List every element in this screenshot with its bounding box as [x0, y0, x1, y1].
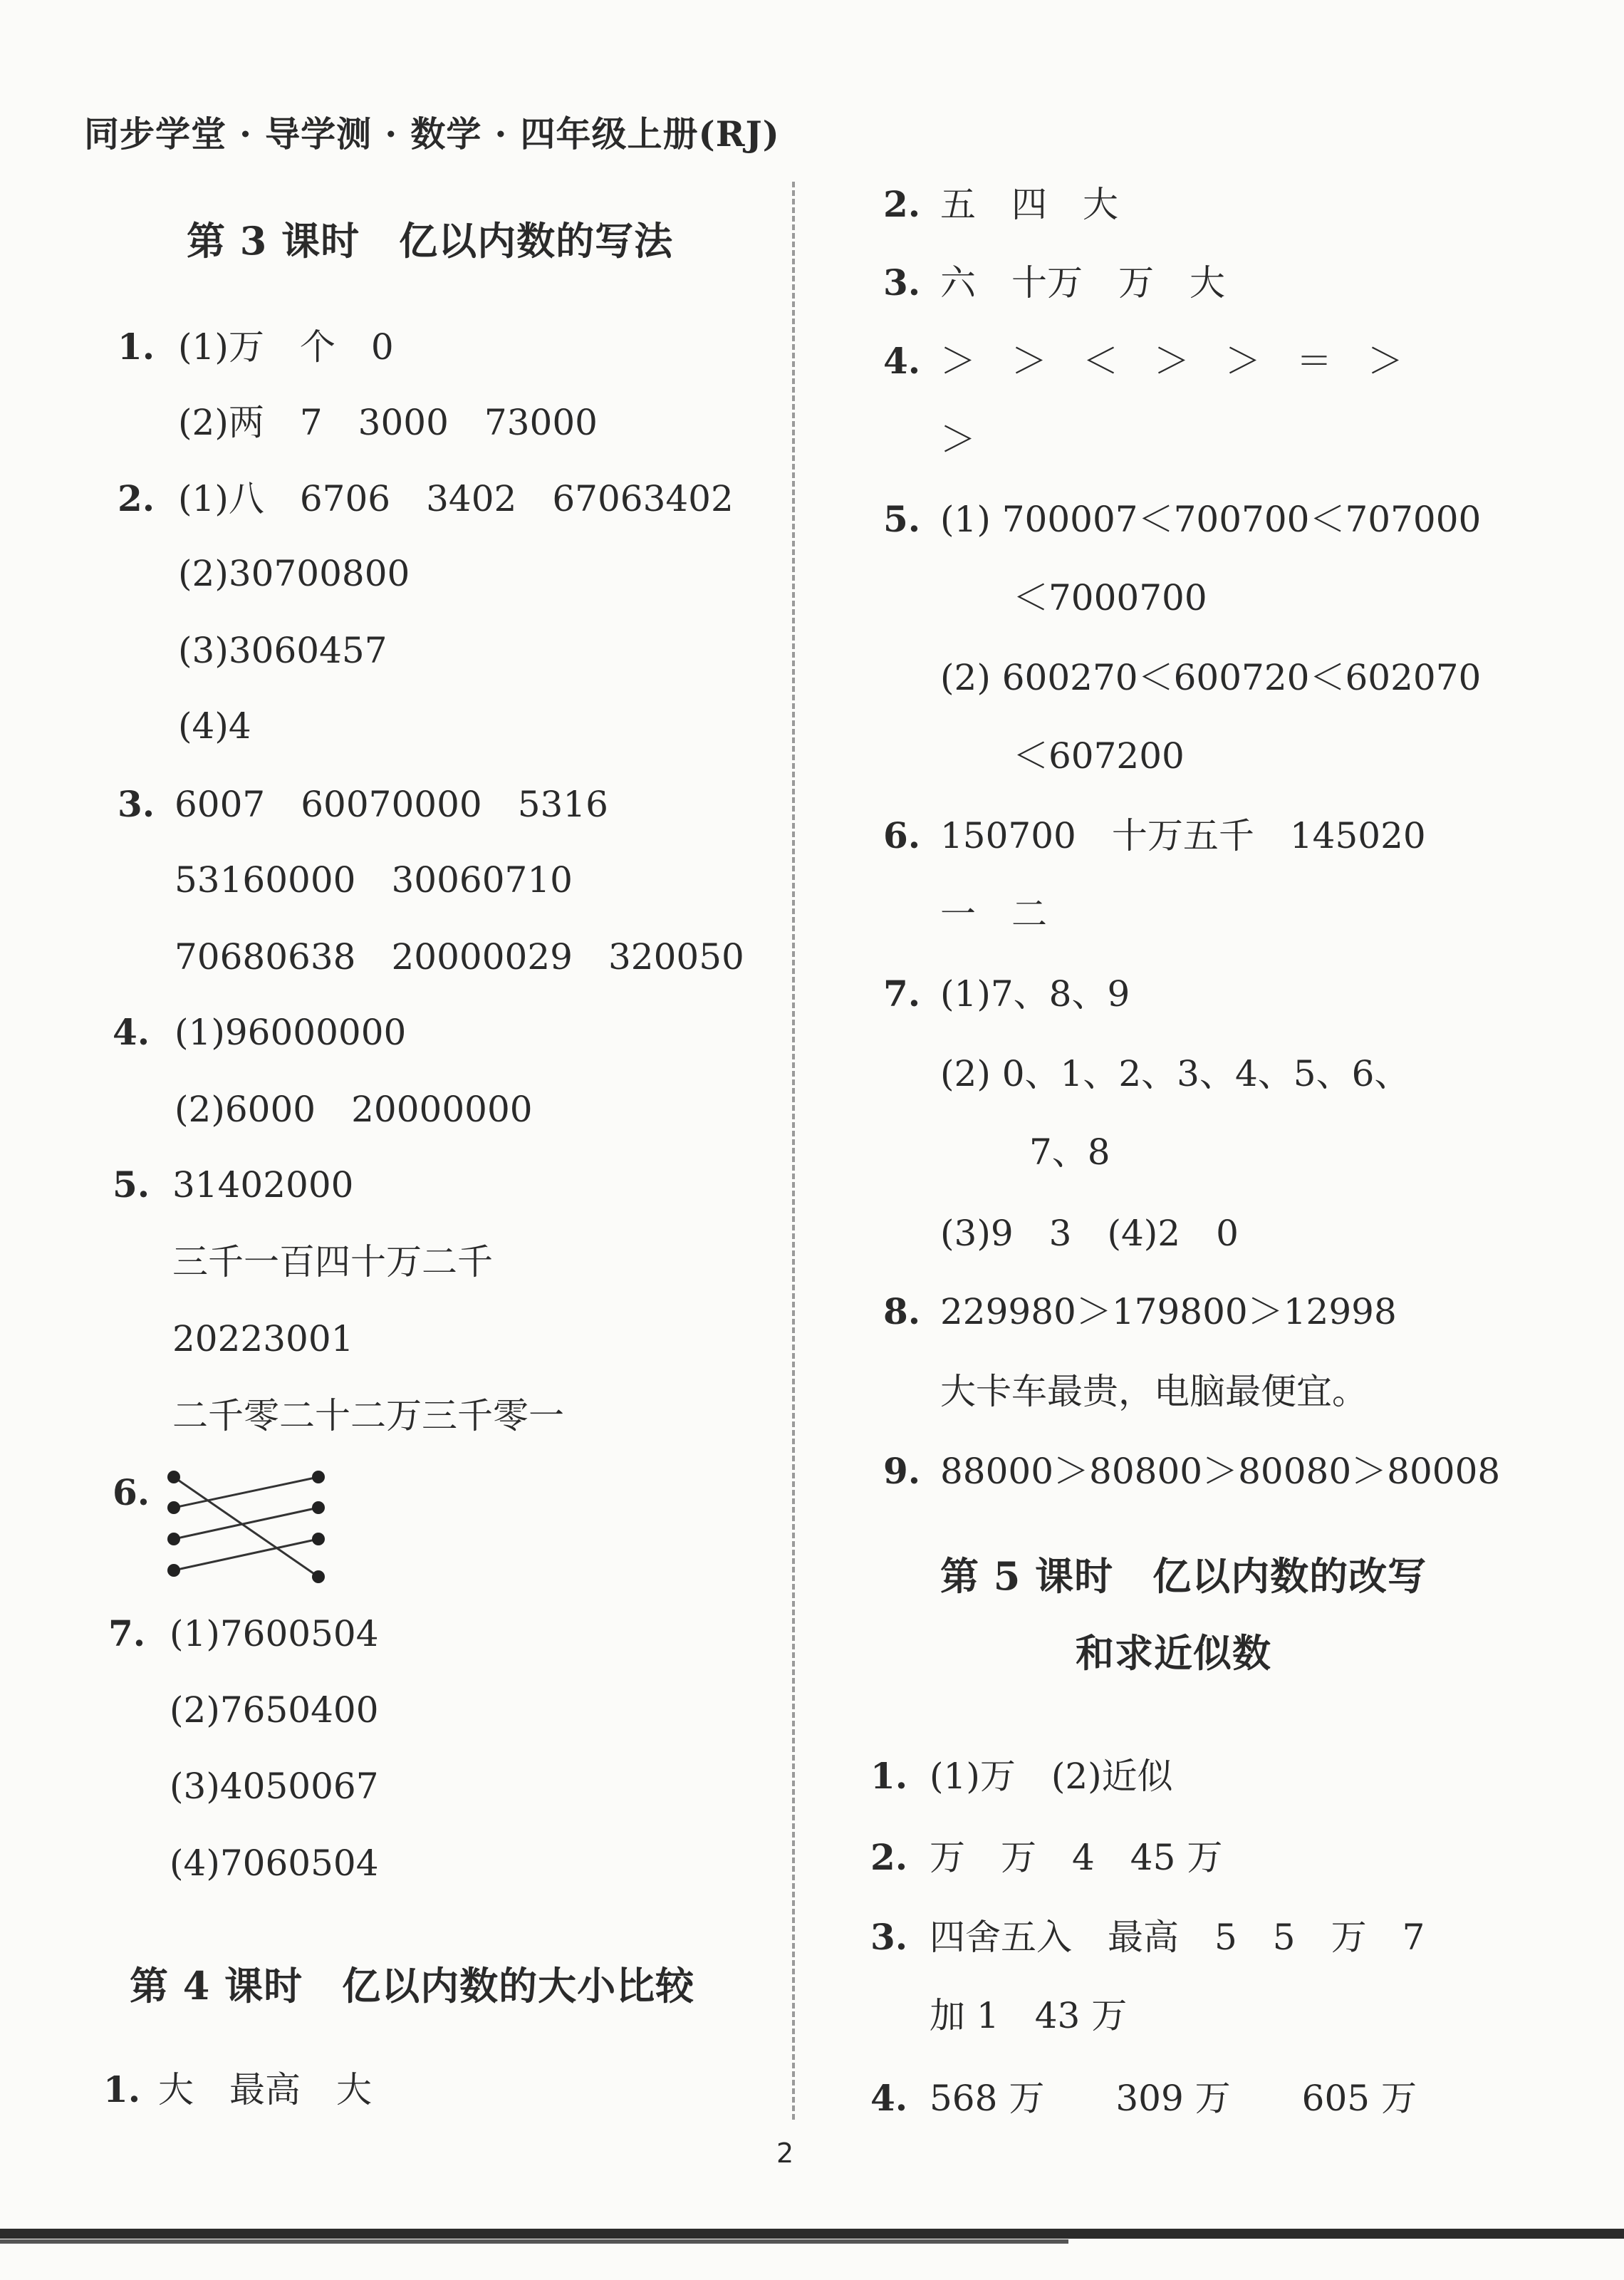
answer-line: 加 1 43 万 [930, 1995, 1128, 2036]
answer-line: 53160000 30060710 [175, 859, 573, 901]
question-number: 4. [113, 1011, 150, 1053]
answer-line: (3)9 3 (4)2 0 [940, 1213, 1239, 1254]
question-number: 2. [883, 183, 921, 225]
section-title-lesson5: 第 5 课时 亿以内数的改写 [940, 1553, 1427, 1599]
right-dot [312, 1471, 325, 1483]
question-number: 3. [118, 783, 155, 825]
matching-lines-diagram [165, 1466, 336, 1595]
question-number: 8. [883, 1290, 921, 1332]
answer-line: 31402000 [172, 1164, 354, 1206]
right-dot [312, 1533, 325, 1545]
answer-line: (4)7060504 [170, 1843, 379, 1884]
answer-line: 二千零二十二万三千零一 [172, 1395, 564, 1436]
answer-line: ＜7000700 [1013, 577, 1207, 618]
answer-line: 四舍五入 最高 5 5 万 7 [930, 1917, 1425, 1958]
answer-line: (2)7650400 [170, 1689, 379, 1731]
answer-line: 大 最高 大 [158, 2069, 372, 2110]
answer-line: (2)6000 20000000 [175, 1089, 533, 1130]
connection-line [174, 1508, 318, 1539]
connection-line [174, 1539, 318, 1570]
answer-line: (2) 0、1、2、3、4、5、6、 [940, 1053, 1410, 1094]
question-number: 3. [870, 1916, 908, 1958]
question-number: 7. [108, 1612, 146, 1654]
answer-line: (3)4050067 [170, 1766, 379, 1807]
answer-line: (2)30700800 [178, 553, 410, 594]
answer-line: 一 二 [940, 893, 1047, 935]
answer-line: (2)两 7 3000 73000 [178, 402, 598, 443]
answer-line: ＞ ＞ ＜ ＞ ＞ ＝ ＞ [940, 341, 1403, 382]
question-number: 1. [103, 2068, 141, 2110]
section-title-lesson3: 第 3 课时 亿以内数的写法 [187, 218, 674, 264]
answer-line: 六 十万 万 大 [940, 262, 1225, 304]
question-number: 4. [883, 340, 921, 382]
question-number: 4. [870, 2077, 908, 2119]
answer-line: ＞ [940, 419, 976, 460]
answer-line: 大卡车最贵，电脑最便宜。 [940, 1371, 1368, 1412]
right-dot [312, 1501, 325, 1514]
question-number: 2. [118, 477, 155, 519]
connection-lines [174, 1477, 318, 1577]
question-number: 7. [883, 973, 921, 1015]
right-dot [312, 1570, 325, 1583]
answer-line: 三千一百四十万二千 [172, 1241, 493, 1282]
answer-line: (1)万 个 0 [178, 326, 394, 368]
answer-line: 70680638 20000029 320050 [175, 936, 744, 978]
section-title-lesson5-line2: 和求近似数 [1076, 1630, 1271, 1676]
answer-line: (1)96000000 [175, 1012, 407, 1053]
answer-line: 229980＞179800＞12998 [940, 1291, 1397, 1332]
answer-line: (1)万 (2)近似 [930, 1756, 1173, 1797]
answer-line: 7、8 [1029, 1131, 1110, 1173]
question-number: 9. [883, 1450, 921, 1492]
answer-line: (3)3060457 [178, 630, 387, 671]
left-dot [167, 1501, 180, 1514]
answer-line: 150700 十万五千 145020 [940, 815, 1426, 856]
answer-line: (4)4 [178, 705, 251, 747]
question-number: 2. [870, 1836, 908, 1878]
scan-edge-bar [0, 2239, 1068, 2244]
answer-line: 20223001 [172, 1318, 354, 1359]
answer-line: 万 万 4 45 万 [930, 1837, 1223, 1878]
question-number: 3. [883, 261, 921, 304]
answer-line: 568 万 309 万 605 万 [930, 2078, 1417, 2119]
answer-line: ＜607200 [1013, 735, 1185, 777]
running-header: 同步学堂 · 导学测 · 数学 · 四年级上册(RJ) [84, 113, 780, 155]
section-title-lesson4: 第 4 课时 亿以内数的大小比较 [130, 1963, 695, 2009]
scan-edge-bar [0, 2229, 1624, 2239]
page-number: 2 [776, 2138, 794, 2169]
answer-line: (1)7、8、9 [940, 973, 1130, 1015]
answer-line: 88000＞80800＞80080＞80008 [940, 1451, 1501, 1492]
question-number: 1. [118, 326, 155, 368]
answer-line: (1)7600504 [170, 1613, 379, 1654]
left-dot [167, 1564, 180, 1577]
left-dot [167, 1471, 180, 1483]
question-number: 6. [883, 814, 921, 856]
column-divider [792, 182, 795, 2120]
answer-line: (1) 700007＜700700＜707000 [940, 499, 1482, 540]
question-number: 5. [883, 498, 921, 540]
answer-line: (1)八 6706 3402 67063402 [178, 478, 734, 519]
answer-line: 6007 60070000 5316 [175, 784, 608, 825]
answer-line: 五 四 大 [940, 184, 1118, 225]
question-number: 5. [113, 1164, 150, 1206]
question-number: 6. [113, 1471, 150, 1513]
left-dot [167, 1533, 180, 1545]
question-number: 1. [870, 1755, 908, 1797]
answer-line: (2) 600270＜600720＜602070 [940, 657, 1482, 698]
